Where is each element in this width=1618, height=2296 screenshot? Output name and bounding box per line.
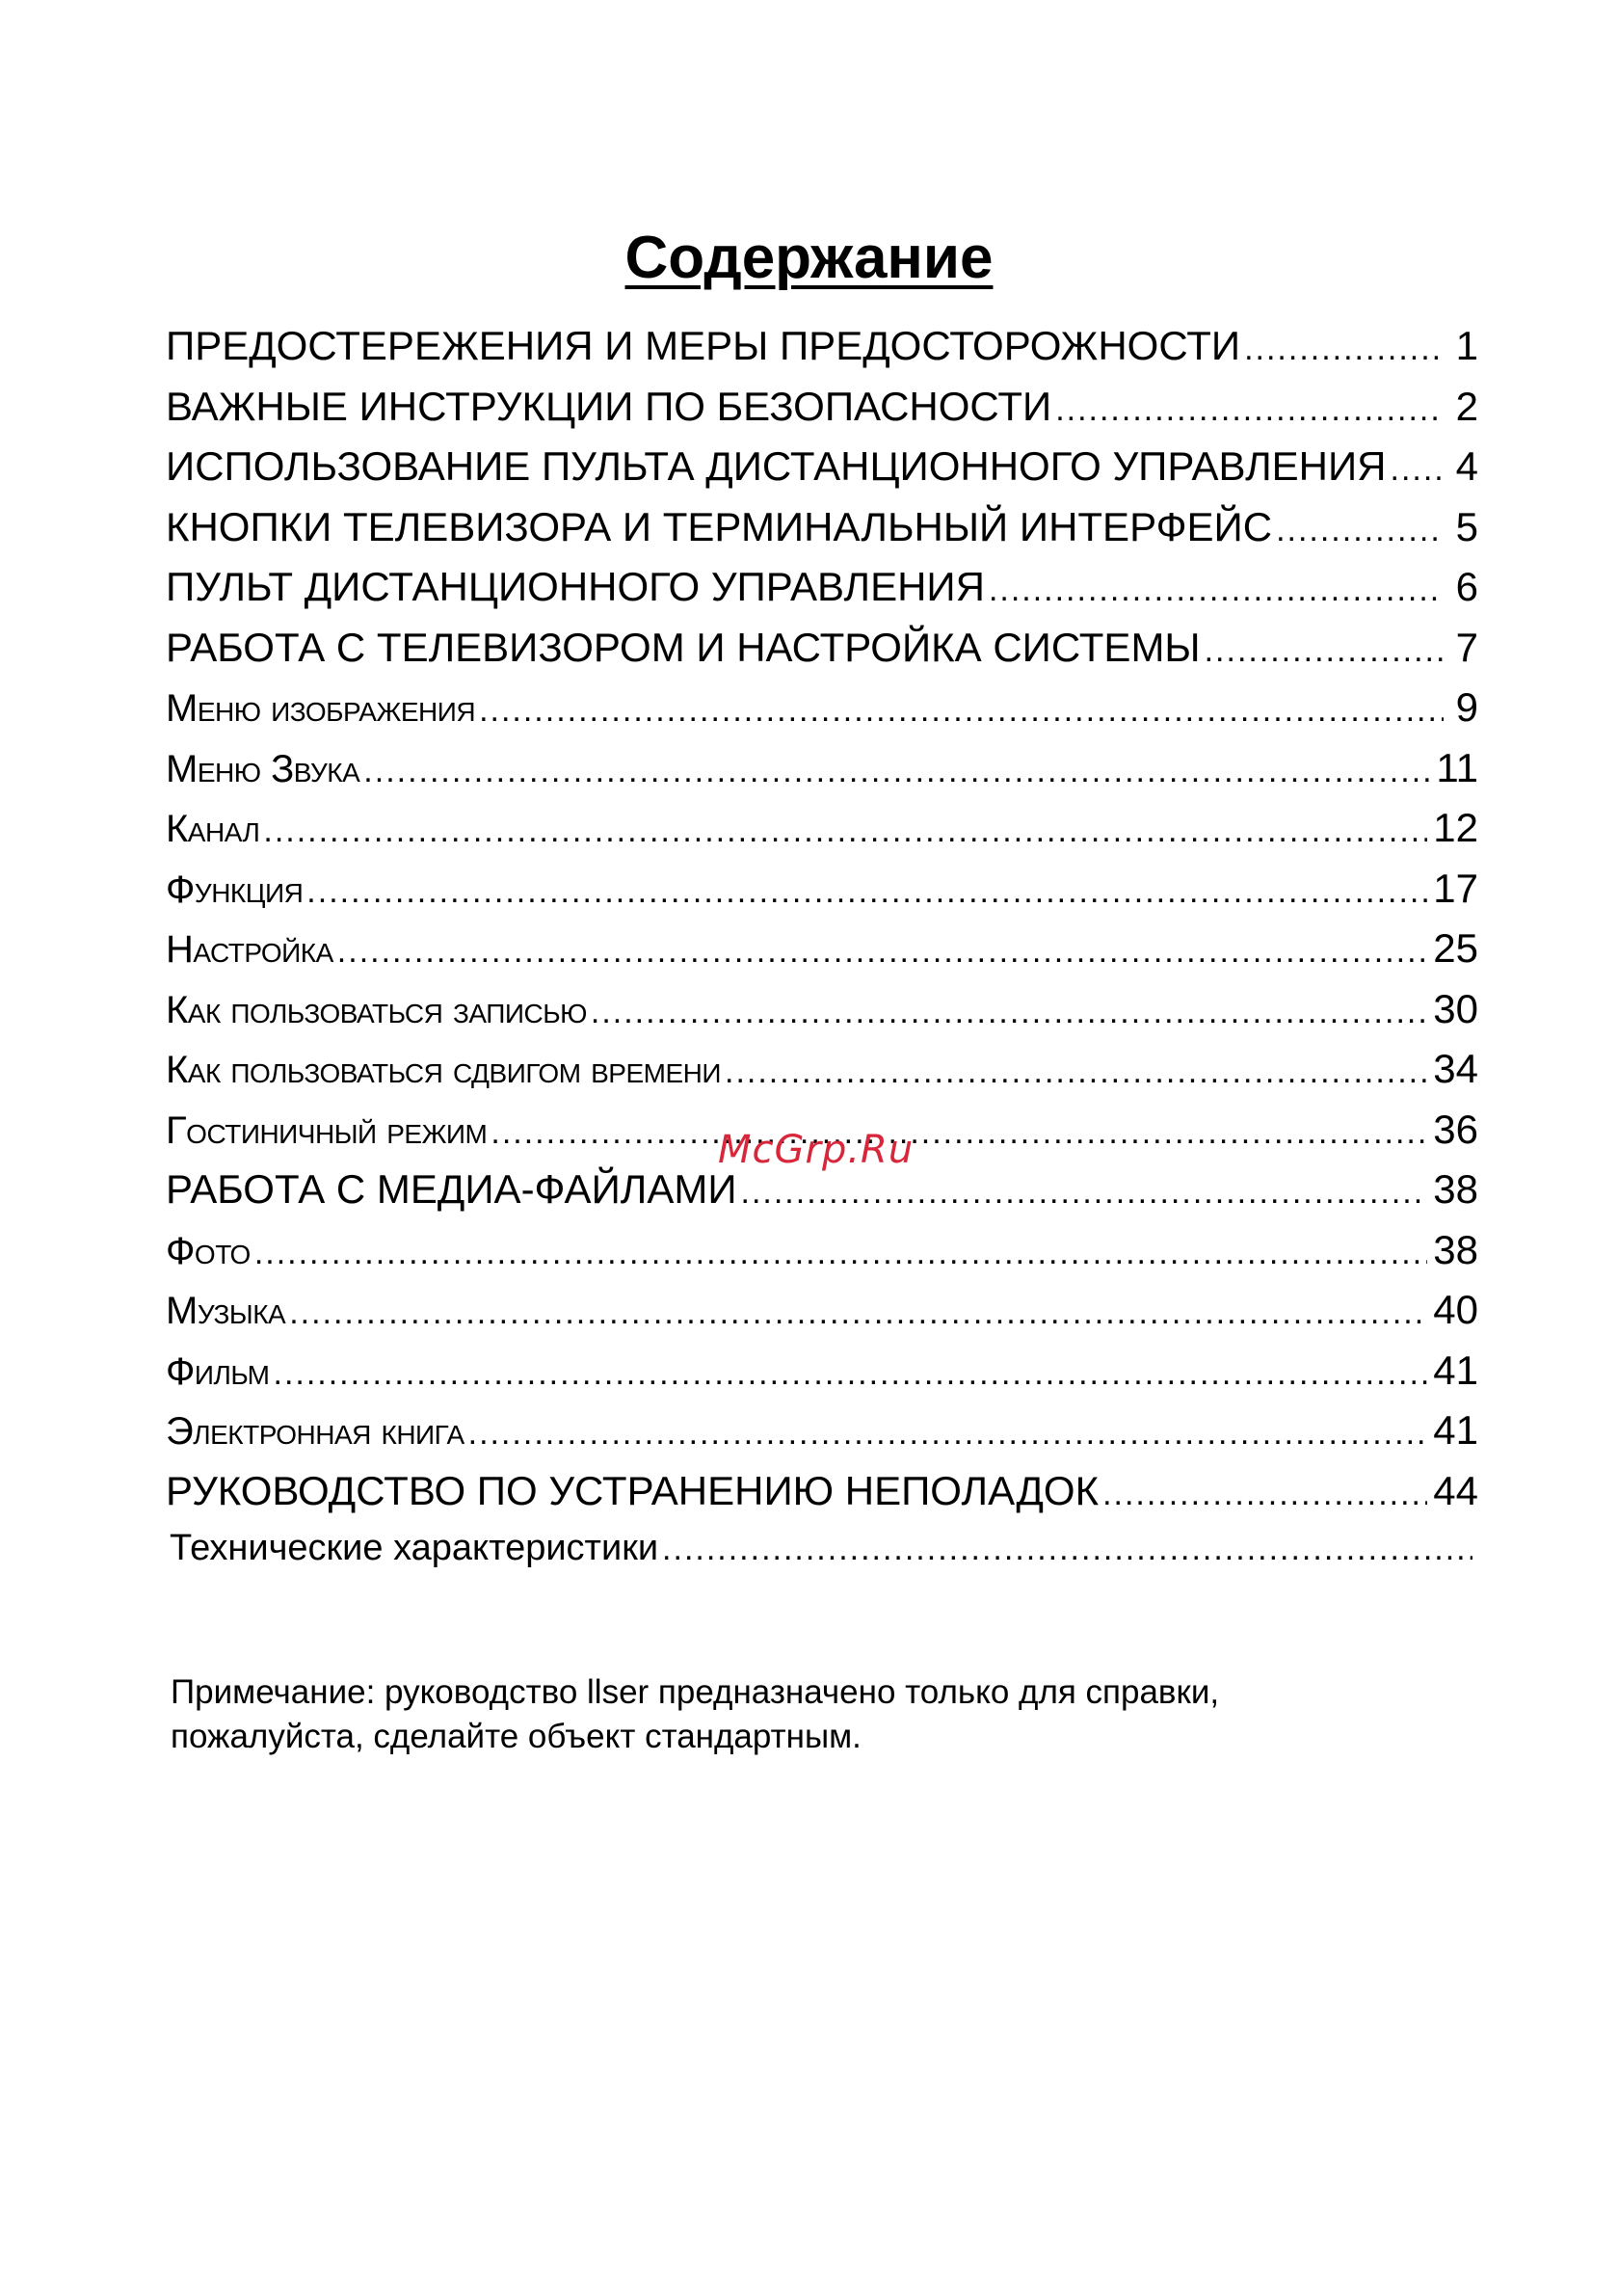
toc-entry-page-number: 41 [1433, 1347, 1478, 1393]
toc-entry-title: Электронная книга [166, 1410, 464, 1453]
footnote-line-2: пожалуйста, сделайте объект стандартным. [171, 1718, 862, 1755]
toc-entry-page-number: 9 [1455, 684, 1478, 730]
toc-dot-leader [1276, 512, 1444, 549]
toc-entry-title: Настройка [166, 928, 333, 971]
toc-entry-title: Канал [166, 808, 260, 850]
toc-dot-leader [1391, 451, 1444, 489]
toc-entry-page-number: 1 [1455, 323, 1478, 368]
toc-entry-page-number: 25 [1433, 925, 1478, 971]
toc-dot-leader [591, 994, 1427, 1031]
toc-entry[interactable] [166, 745, 1478, 806]
toc-entry-page-number: 2 [1455, 383, 1478, 429]
toc-entry[interactable] [166, 1528, 1478, 1589]
toc-entry-page-number: 7 [1455, 624, 1478, 670]
toc-dot-leader [363, 753, 1430, 790]
toc-entry-title: Как пользоваться записью [166, 988, 587, 1031]
toc-entry-page-number: 34 [1433, 1046, 1478, 1091]
toc-entry-title: Гостиничный режим [166, 1108, 488, 1152]
toc-dot-leader [989, 572, 1444, 609]
toc-entry-page-number: 30 [1433, 985, 1478, 1031]
toc-entry-title: РУКОВОДСТВО ПО УСТРАНЕНИЮ НЕПОЛАДОК [166, 1467, 1100, 1513]
page-title-text: Содержание [624, 225, 994, 291]
toc-entry-page-number: 38 [1433, 1166, 1478, 1212]
toc-dot-leader [1244, 331, 1444, 368]
toc-entry[interactable] [166, 443, 1478, 504]
toc-dot-leader [468, 1415, 1428, 1453]
toc-dot-leader [662, 1531, 1472, 1568]
toc-entry[interactable] [166, 564, 1478, 625]
toc-dot-leader [491, 1114, 1427, 1152]
toc-entry-page-number: 12 [1433, 805, 1478, 850]
toc-entry[interactable] [166, 1227, 1478, 1288]
toc-entry-title: Фильм [166, 1349, 270, 1393]
toc-entry-title: РАБОТА С МЕДИА-ФАЙЛАМИ [166, 1166, 737, 1212]
toc-entry-page-number: 38 [1433, 1226, 1478, 1272]
toc-entry-page-number: 40 [1433, 1287, 1478, 1332]
toc-entry[interactable] [166, 866, 1478, 926]
toc-entry[interactable] [166, 1046, 1478, 1107]
toc-dot-leader [306, 873, 1427, 911]
footnote [171, 1670, 1219, 1759]
toc-entry[interactable] [166, 1407, 1478, 1468]
toc-entry-title: РАБОТА С ТЕЛЕВИЗОРОМ И НАСТРОЙКА СИСТЕМЫ [166, 624, 1201, 670]
toc-entry-title: КНОПКИ ТЕЛЕВИЗОРА И ТЕРМИНАЛЬНЫЙ ИНТЕРФЕЙС [166, 503, 1273, 549]
toc-entry-page-number: 6 [1455, 564, 1478, 609]
toc-dot-leader [1205, 632, 1444, 670]
toc-entry[interactable] [166, 1468, 1478, 1529]
toc-entry-page-number: 41 [1433, 1407, 1478, 1453]
toc-dot-leader [254, 1235, 1427, 1272]
toc-entry-title: Меню Звука [166, 747, 360, 790]
toc-dot-leader [289, 1295, 1427, 1332]
toc-dot-leader [337, 933, 1427, 971]
toc-dot-leader [263, 813, 1427, 850]
toc-dot-leader [479, 692, 1444, 730]
toc-entry[interactable] [166, 986, 1478, 1047]
toc-entry-page-number: 5 [1455, 503, 1478, 549]
toc-entry[interactable] [166, 925, 1478, 986]
page-title [0, 224, 1618, 292]
toc-entry-page-number: 4 [1455, 443, 1478, 489]
toc-entry-page-number: 11 [1436, 744, 1478, 790]
toc-entry-page-number: 44 [1433, 1467, 1478, 1513]
toc-entry[interactable] [166, 323, 1478, 384]
toc-entry-title: ПУЛЬТ ДИСТАНЦИОННОГО УПРАВЛЕНИЯ [166, 564, 985, 609]
table-of-contents [166, 323, 1478, 1589]
toc-entry[interactable] [166, 1166, 1478, 1227]
watermark: McGrp.Ru [718, 1128, 915, 1172]
toc-entry[interactable] [166, 384, 1478, 444]
toc-entry-title: Фото [166, 1229, 251, 1272]
toc-entry-page-number: 36 [1433, 1106, 1478, 1152]
toc-entry-title: ИСПОЛЬЗОВАНИЕ ПУЛЬТА ДИСТАНЦИОННОГО УПРАВЛЕНИЯ [166, 443, 1387, 489]
footnote-line-1: Примечание: руководство llser предназначено только для справки, [171, 1673, 1220, 1711]
toc-entry-title: Как пользоваться сдвигом времени [166, 1049, 722, 1091]
toc-entry-title: ВАЖНЫЕ ИНСТРУКЦИИ ПО БЕЗОПАСНОСТИ [166, 383, 1052, 429]
toc-dot-leader [274, 1355, 1428, 1393]
toc-dot-leader [1055, 391, 1444, 429]
toc-entry[interactable] [166, 1287, 1478, 1348]
toc-dot-leader [741, 1174, 1428, 1212]
toc-entry[interactable] [166, 625, 1478, 685]
toc-entry[interactable] [166, 504, 1478, 565]
toc-entry-title: ПРЕДОСТЕРЕЖЕНИЯ И МЕРЫ ПРЕДОСТОРОЖНОСТИ [166, 323, 1241, 368]
toc-entry-title: Меню изображения [166, 687, 476, 730]
toc-entry[interactable] [166, 805, 1478, 866]
toc-entry-title: Музыка [166, 1290, 286, 1332]
toc-entry[interactable] [166, 684, 1478, 745]
toc-entry-page-number: 17 [1433, 865, 1478, 911]
toc-dot-leader [725, 1054, 1427, 1091]
toc-entry-title: Технические характеристики [170, 1528, 659, 1568]
toc-dot-leader [1102, 1476, 1427, 1513]
toc-entry-title: Функция [166, 868, 304, 911]
toc-entry[interactable] [166, 1348, 1478, 1408]
